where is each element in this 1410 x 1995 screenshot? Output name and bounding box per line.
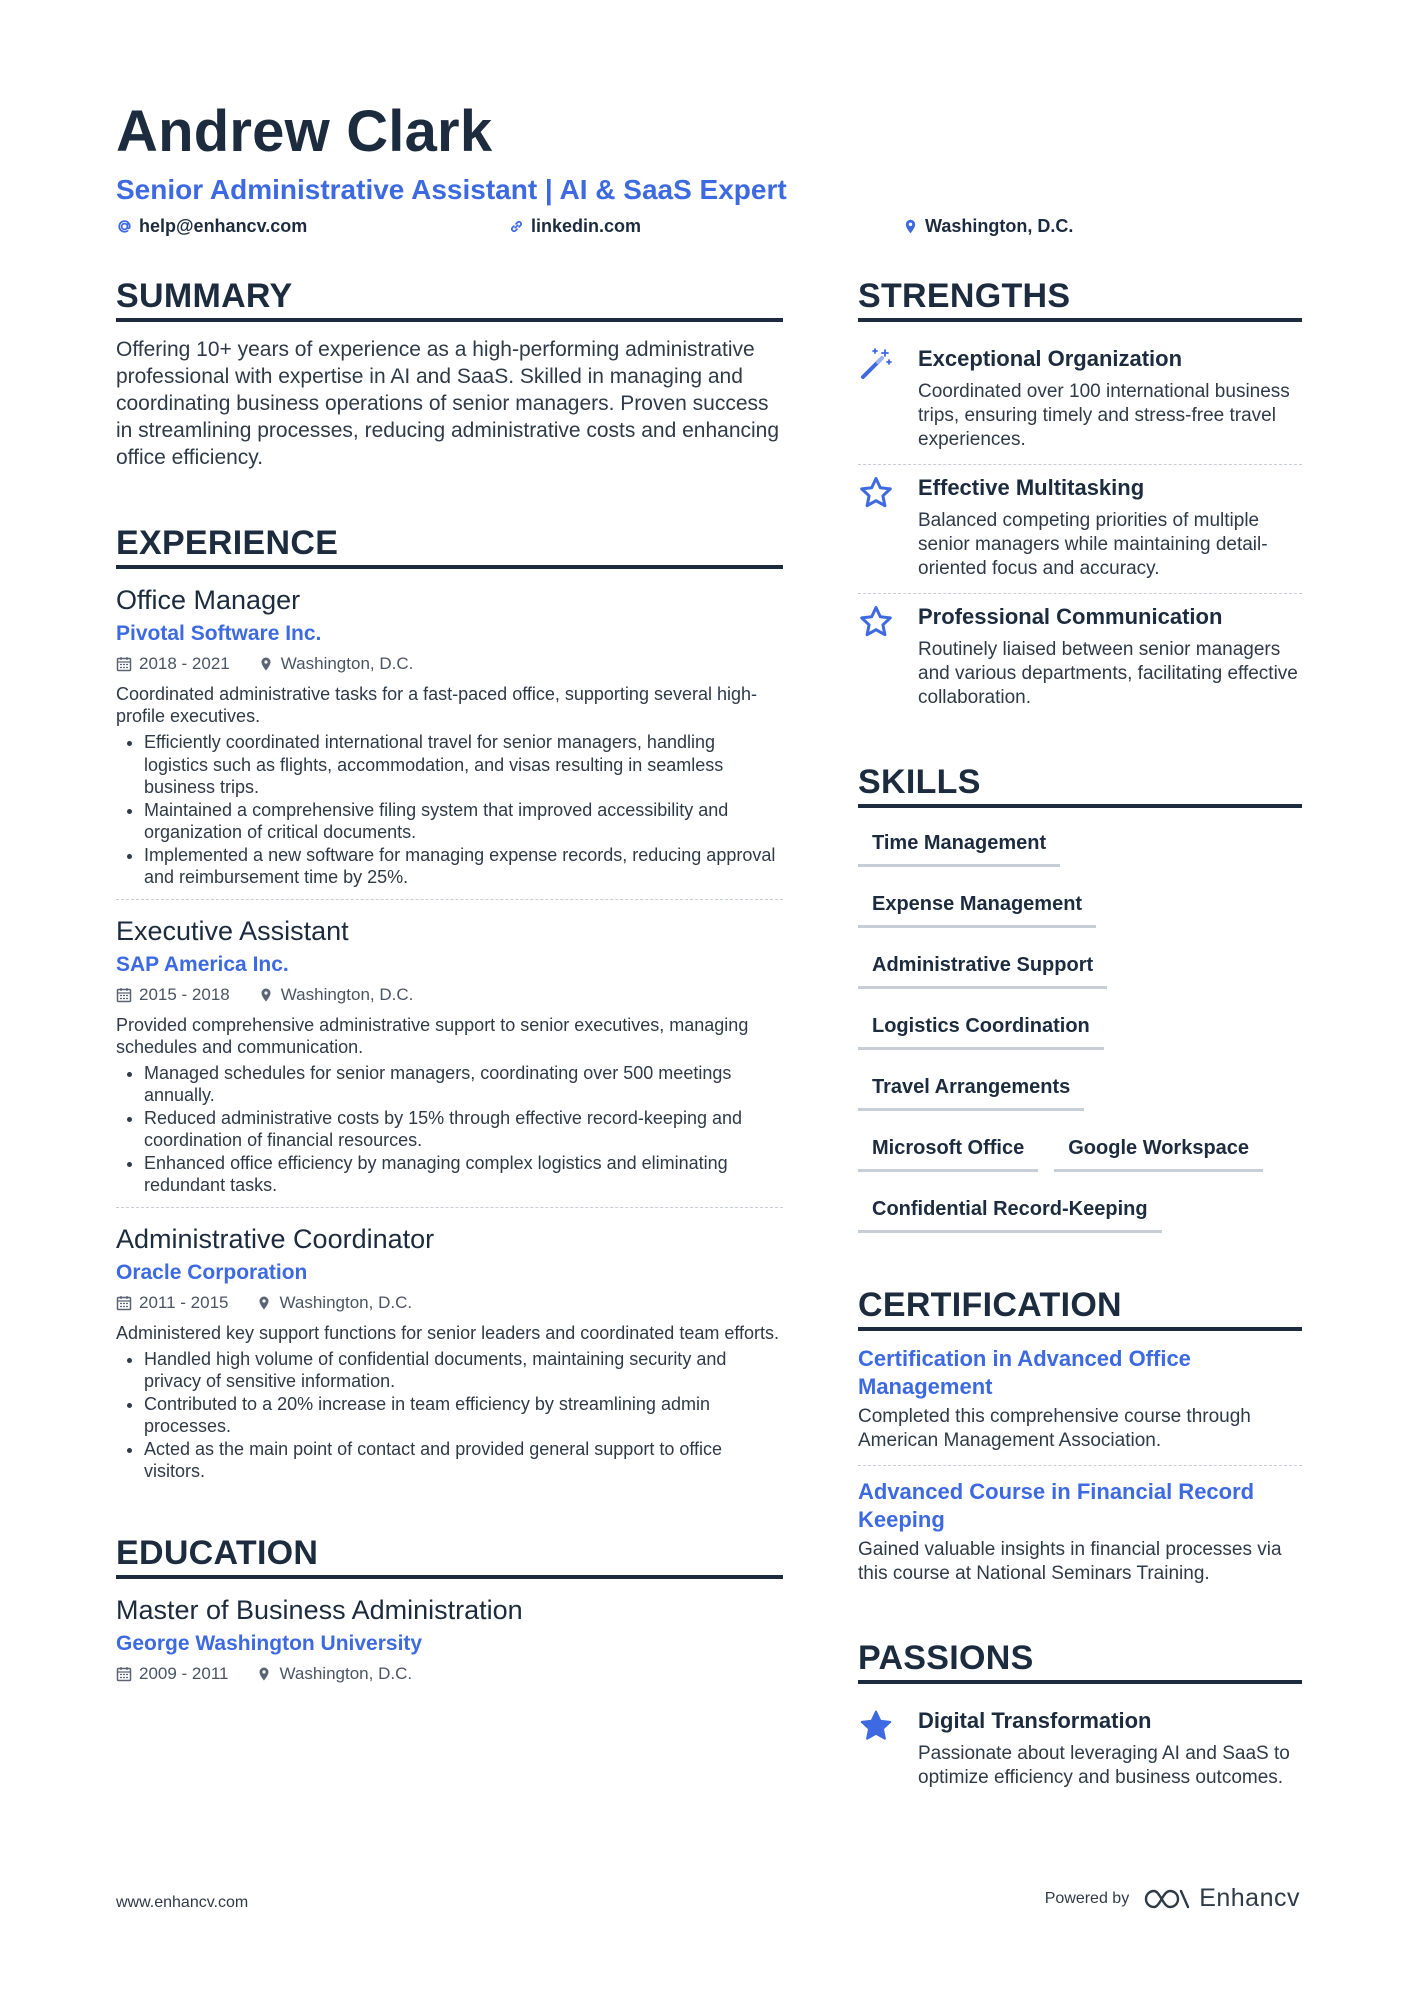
location-pin-icon xyxy=(256,1295,272,1311)
job-location xyxy=(258,982,414,1008)
certification-title: Certification in Advanced Office Management xyxy=(858,1346,1191,1399)
strength-description: Routinely liaised between senior managers and various departments, facilitating effective collaboration. xyxy=(918,639,1298,708)
brand-text: Enhancv xyxy=(1199,1884,1300,1912)
job-bullet: • Implemented a new software for managing expense records, reducing approval and reimbursement time by 25%. xyxy=(144,844,783,889)
right-column xyxy=(858,276,1302,1842)
job-meta xyxy=(116,982,783,1008)
job-bullet: • Managed schedules for senior managers, coordinating over 500 meetings annually. xyxy=(144,1062,783,1107)
location-pin-icon xyxy=(258,987,274,1003)
calendar-icon xyxy=(116,1295,132,1311)
strength-item xyxy=(858,336,1302,465)
passions-section xyxy=(858,1638,1302,1802)
job-bullets xyxy=(116,1348,783,1483)
enhancv-logo xyxy=(1143,1884,1300,1913)
link-icon xyxy=(508,218,525,235)
summary-text: Offering 10+ years of experience as a high-performing administrative professional with expertise in AI and SaaS. Skilled in managing and coordinating business operations of senior managers. Proven success in streamlining processes, reducing administrative costs and enhancing office efficiency. xyxy=(116,338,780,469)
job-description: Provided comprehensive administrative support to senior executives, managing schedules and communication. xyxy=(116,1014,749,1057)
certification-item xyxy=(858,1345,1302,1466)
skill-tag: Logistics Coordination xyxy=(858,1005,1104,1050)
linkedin-text: linkedin.com xyxy=(531,216,642,236)
job-location xyxy=(258,651,414,677)
skills-section xyxy=(858,762,1302,1233)
passion-description: Passionate about leveraging AI and SaaS to optimize efficiency and business outcomes. xyxy=(918,1743,1290,1788)
skills-heading: SKILLS xyxy=(858,762,1302,808)
at-icon xyxy=(116,218,133,235)
education-location xyxy=(256,1661,412,1687)
enhancv-logo-icon xyxy=(1143,1886,1191,1912)
job-entry xyxy=(116,914,783,1208)
job-bullets xyxy=(116,1062,783,1197)
skill-tag: Time Management xyxy=(858,822,1060,867)
degree-title: Master of Business Administration xyxy=(116,1594,523,1625)
strength-item xyxy=(858,465,1302,594)
certification-section xyxy=(858,1285,1302,1598)
summary-heading: SUMMARY xyxy=(116,276,783,322)
job-title: Administrative Coordinator xyxy=(116,1223,435,1254)
job-location-text: Washington, D.C. xyxy=(280,984,414,1004)
strength-description: Coordinated over 100 international business trips, ensuring timely and stress-free travel experiences. xyxy=(918,381,1290,450)
skill-tag: Administrative Support xyxy=(858,944,1107,989)
job-bullet: • Efficiently coordinated international travel for senior managers, handling logistics such as flights, accommodation, and visas resulting in seamless business trips. xyxy=(144,731,783,799)
skills-list xyxy=(858,822,1302,1233)
resume-header xyxy=(116,100,1306,246)
job-bullet: • Handled high volume of confidential documents, maintaining security and privacy of sensitive information. xyxy=(144,1348,783,1393)
job-bullet: • Acted as the main point of contact and provided general support to office visitors. xyxy=(144,1438,783,1483)
job-dates xyxy=(116,1290,228,1316)
calendar-icon xyxy=(116,656,132,672)
experience-heading: EXPERIENCE xyxy=(116,523,783,569)
passions-heading: PASSIONS xyxy=(858,1638,1302,1684)
job-entry xyxy=(116,583,783,900)
candidate-name: Andrew Clark xyxy=(116,99,493,164)
certification-title: Advanced Course in Financial Record Keeping xyxy=(858,1479,1255,1532)
job-bullet: • Contributed to a 20% increase in team efficiency by streamlining admin processes. xyxy=(144,1393,783,1438)
star-outline-icon xyxy=(858,475,894,511)
education-meta xyxy=(116,1661,783,1687)
email-text: help@enhancv.com xyxy=(139,216,308,236)
job-bullet: • Reduced administrative costs by 15% through effective record-keeping and coordination of financial resources. xyxy=(144,1107,783,1152)
experience-section xyxy=(116,523,783,1493)
powered-by-text: Powered by xyxy=(1044,1889,1130,1907)
location-text: Washington, D.C. xyxy=(925,216,1074,236)
candidate-title: Senior Administrative Assistant | AI & SaaS Expert xyxy=(116,174,787,205)
location-pin-icon xyxy=(902,218,919,235)
school-name: George Washington University xyxy=(116,1631,423,1655)
job-dates-text: 2018 - 2021 xyxy=(139,654,230,673)
job-bullet: • Maintained a comprehensive filing system that improved accessibility and organization of critical documents. xyxy=(144,799,783,844)
skill-tag: Travel Arrangements xyxy=(858,1066,1084,1111)
education-dates xyxy=(116,1661,228,1687)
job-title: Executive Assistant xyxy=(116,915,349,946)
skill-tag: Google Workspace xyxy=(1054,1127,1263,1172)
passion-title: Digital Transformation xyxy=(918,1708,1152,1733)
job-dates xyxy=(116,651,230,677)
strengths-heading: STRENGTHS xyxy=(858,276,1302,322)
contact-location xyxy=(902,216,1073,237)
job-dates-text: 2011 - 2015 xyxy=(139,1292,229,1312)
job-dates xyxy=(116,982,230,1008)
strength-title: Effective Multitasking xyxy=(918,475,1145,500)
job-location-text: Washington, D.C. xyxy=(280,654,414,673)
strength-title: Professional Communication xyxy=(918,604,1223,629)
star-outline-icon xyxy=(858,604,894,640)
job-meta xyxy=(116,1290,783,1316)
job-dates-text: 2015 - 2018 xyxy=(139,984,230,1004)
passion-item xyxy=(858,1698,1302,1802)
job-location-text: Washington, D.C. xyxy=(279,1292,413,1312)
education-dates-text: 2009 - 2011 xyxy=(139,1663,229,1683)
certification-heading: CERTIFICATION xyxy=(858,1285,1302,1331)
contact-email[interactable] xyxy=(116,216,307,237)
footer-brand[interactable] xyxy=(1045,1884,1300,1913)
left-column xyxy=(116,276,783,1727)
job-entry xyxy=(116,1222,783,1493)
job-bullets xyxy=(116,731,783,889)
job-description: Coordinated administrative tasks for a fast-paced office, supporting several high-profile executives. xyxy=(116,684,758,726)
education-location-text: Washington, D.C. xyxy=(279,1663,413,1683)
calendar-icon xyxy=(116,1666,132,1682)
summary-section xyxy=(116,276,783,471)
strengths-section xyxy=(858,276,1302,722)
education-heading: EDUCATION xyxy=(116,1533,783,1579)
contact-linkedin[interactable] xyxy=(508,216,641,237)
skill-tag: Expense Management xyxy=(858,883,1096,928)
strength-item xyxy=(858,594,1302,722)
location-pin-icon xyxy=(256,1666,272,1682)
certification-item xyxy=(858,1478,1302,1598)
job-bullet: • Enhanced office efficiency by managing complex logistics and eliminating redundant tasks. xyxy=(144,1152,783,1197)
job-company: Oracle Corporation xyxy=(116,1260,308,1284)
contact-row xyxy=(116,216,1306,246)
magic-wand-icon xyxy=(858,346,894,382)
strength-title: Exceptional Organization xyxy=(918,346,1183,371)
strength-description: Balanced competing priorities of multiple senior managers while maintaining detail-oriented focus and accuracy. xyxy=(918,510,1268,579)
certification-description: Completed this comprehensive course through American Management Association. xyxy=(858,1406,1251,1451)
certification-description: Gained valuable insights in financial processes via this course at National Seminars Training. xyxy=(858,1539,1282,1584)
job-meta xyxy=(116,651,783,677)
skill-tag: Microsoft Office xyxy=(858,1127,1038,1172)
job-company: SAP America Inc. xyxy=(116,952,289,976)
footer-website[interactable]: www.enhancv.com xyxy=(116,1894,249,1911)
job-title: Office Manager xyxy=(116,585,301,615)
star-filled-icon xyxy=(858,1708,894,1744)
skill-tag: Confidential Record-Keeping xyxy=(858,1188,1162,1233)
job-description: Administered key support functions for senior leaders and coordinated team efforts. xyxy=(116,1322,780,1343)
job-company: Pivotal Software Inc. xyxy=(116,622,322,645)
education-section xyxy=(116,1533,783,1687)
location-pin-icon xyxy=(258,656,274,672)
job-location xyxy=(256,1290,412,1316)
calendar-icon xyxy=(116,987,132,1003)
